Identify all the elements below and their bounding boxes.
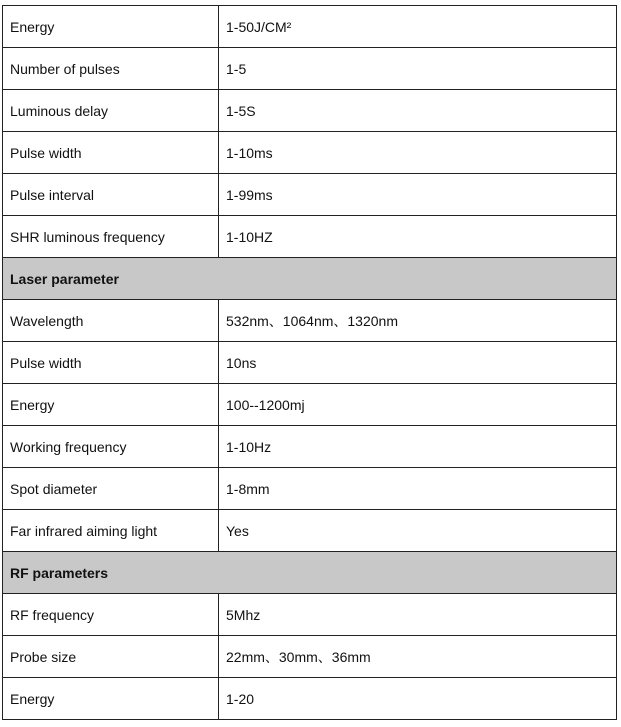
table-row bbox=[3, 384, 617, 426]
param-label: Wavelength bbox=[3, 300, 219, 342]
param-label: Number of pulses bbox=[3, 48, 219, 90]
table-row bbox=[3, 678, 617, 720]
param-value: 22mm、30mm、36mm bbox=[219, 636, 617, 678]
param-value: 1-10ms bbox=[219, 132, 617, 174]
section-header-rf bbox=[3, 552, 617, 594]
param-label: Pulse width bbox=[3, 132, 219, 174]
param-label: RF frequency bbox=[3, 594, 219, 636]
param-label: Energy bbox=[3, 384, 219, 426]
param-value: 1-10HZ bbox=[219, 216, 617, 258]
param-value: 1-5S bbox=[219, 90, 617, 132]
table-row bbox=[3, 636, 617, 678]
param-value: 10ns bbox=[219, 342, 617, 384]
table-row bbox=[3, 342, 617, 384]
table-row bbox=[3, 510, 617, 552]
param-value: 1-20 bbox=[219, 678, 617, 720]
param-label: Spot diameter bbox=[3, 468, 219, 510]
section-title: Laser parameter bbox=[3, 258, 617, 300]
param-label: Energy bbox=[3, 678, 219, 720]
param-value: 1-5 bbox=[219, 48, 617, 90]
section-title: RF parameters bbox=[3, 552, 617, 594]
param-value: Yes bbox=[219, 510, 617, 552]
param-value: 1-99ms bbox=[219, 174, 617, 216]
param-value: 100--1200mj bbox=[219, 384, 617, 426]
param-label: Probe size bbox=[3, 636, 219, 678]
table-row bbox=[3, 468, 617, 510]
section-header-laser bbox=[3, 258, 617, 300]
table-row bbox=[3, 594, 617, 636]
param-value: 532nm、1064nm、1320nm bbox=[219, 300, 617, 342]
spec-table bbox=[2, 5, 617, 720]
table-row bbox=[3, 216, 617, 258]
param-label: Luminous delay bbox=[3, 90, 219, 132]
table-row bbox=[3, 300, 617, 342]
table-row bbox=[3, 90, 617, 132]
param-label: Far infrared aiming light bbox=[3, 510, 219, 552]
param-label: Energy bbox=[3, 6, 219, 48]
param-label: Pulse interval bbox=[3, 174, 219, 216]
table-row bbox=[3, 48, 617, 90]
param-label: Pulse width bbox=[3, 342, 219, 384]
table-row bbox=[3, 6, 617, 48]
table-row bbox=[3, 174, 617, 216]
param-value: 1-8mm bbox=[219, 468, 617, 510]
param-value: 1-10Hz bbox=[219, 426, 617, 468]
param-value: 1-50J/CM² bbox=[219, 6, 617, 48]
table-row bbox=[3, 426, 617, 468]
table-row bbox=[3, 132, 617, 174]
param-value: 5Mhz bbox=[219, 594, 617, 636]
param-label: SHR luminous frequency bbox=[3, 216, 219, 258]
param-label: Working frequency bbox=[3, 426, 219, 468]
